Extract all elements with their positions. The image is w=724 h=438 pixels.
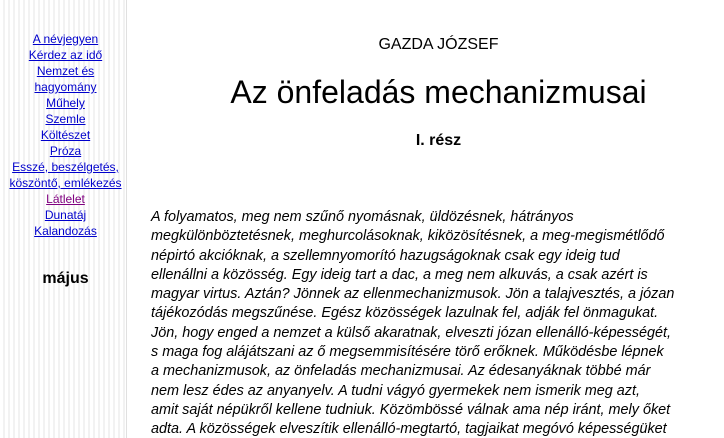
article-line: magyar virtus. Aztán? Jönnek az ellenmechanizmusok. Jön a talajvesztés, a józan bbox=[151, 286, 675, 303]
article-line: népirtó akcióknak, a szellemnyomorító hazugságoknak csak egy ideig tud bbox=[151, 247, 620, 264]
article-title: Az önfeladás mechanizmusai bbox=[230, 74, 647, 110]
article-line: A folyamatos, meg nem szűnő nyomásnak, üldözésnek, hátrányos bbox=[151, 209, 574, 225]
article-line: ellenállni a közösség. Egy ideig tart a dac, a meg nem alkuvás, a csak azért is bbox=[151, 266, 648, 283]
issue-month: május bbox=[42, 270, 89, 287]
article-body bbox=[151, 208, 724, 438]
nav-link-szemle[interactable]: Szemle bbox=[45, 112, 86, 126]
nav-link-nevjegyen[interactable]: A névjegyen bbox=[32, 32, 99, 46]
article-line: a mechanizmusok, az önfeladás mechanizmusai. Az édesanyáknak többé már bbox=[151, 363, 651, 380]
article-line: adta. A közösségek elveszítik ellenálló-megtartó, tagjaikat megóvó képességüket bbox=[151, 421, 667, 438]
nav-link-kolteszet[interactable]: Költészet bbox=[40, 128, 91, 142]
sidebar-nav bbox=[0, 31, 131, 239]
article-line: s maga fog alájátszani az ő megsemmisítésére törő erőknek. Működésbe lépnek bbox=[151, 344, 664, 361]
article-line: nem lesz édes az anyanyelv. A tudni vágyó gyermekek nem ismerik meg azt, bbox=[151, 382, 640, 399]
nav-link-essze-beszelgetes[interactable]: Esszé, beszélgetés, bbox=[12, 160, 119, 174]
nav-link-kalandozas[interactable]: Kalandozás bbox=[34, 224, 97, 238]
nav-link-latlelet[interactable]: Látlelet bbox=[46, 192, 85, 206]
nav-link-kerdez-az-ido[interactable]: Kérdez az idő bbox=[28, 48, 103, 62]
nav-link-proza[interactable]: Próza bbox=[49, 144, 82, 158]
article-line: megkülönböztetésnek, meghurcolásoknak, kiközösítésnek, a meg-megismétlődő bbox=[151, 228, 665, 245]
nav-link-dunataj[interactable]: Dunatáj bbox=[44, 208, 87, 222]
article-part: I. rész bbox=[415, 132, 462, 149]
article-author: GAZDA JÓZSEF bbox=[378, 36, 499, 53]
article-line: tájékozódás megszűnése. Egész közösségek lazulnak fel, adják fel önmagukat. bbox=[151, 305, 659, 322]
article-line: Jön, hogy enged a nemzet a külső akaratnak, elveszti józan ellenálló-képességét, bbox=[151, 324, 671, 341]
article-line: amit saját népükről kellene tudniuk. Közömbössé válnak ama nép iránt, mely őket bbox=[151, 401, 671, 418]
nav-link-muhely[interactable]: Műhely bbox=[46, 96, 85, 110]
nav-link-hagyomany[interactable]: hagyomány bbox=[34, 80, 97, 94]
nav-link-koszonto-emlekezes[interactable]: köszöntő, emlékezés bbox=[9, 176, 122, 190]
article bbox=[131, 0, 724, 438]
nav-link-nemzet-es[interactable]: Nemzet és bbox=[36, 64, 95, 78]
